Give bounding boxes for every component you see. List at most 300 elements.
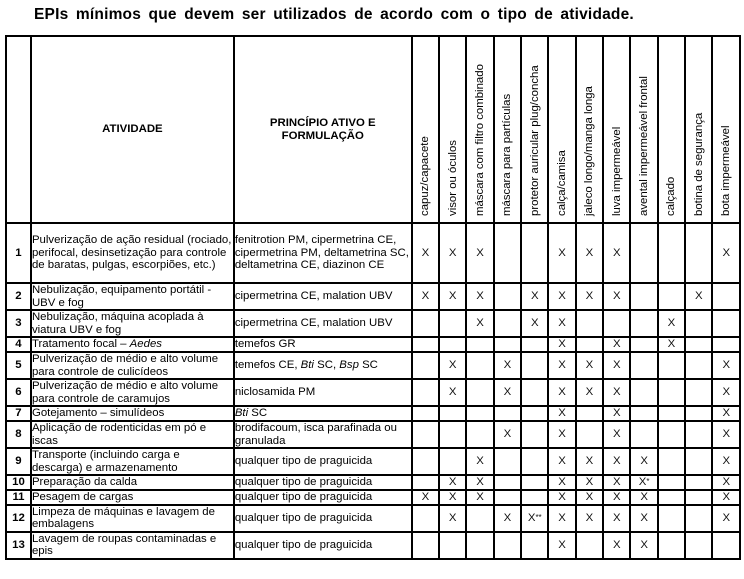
epi-mark-cell [576, 532, 603, 559]
epi-mark-cell [466, 421, 493, 448]
epi-mark-cell [658, 337, 685, 352]
epi-mark-cell [576, 310, 603, 337]
x-mark: X [585, 246, 594, 259]
epi-mark-cell [658, 406, 685, 421]
epi-mark-cell [521, 379, 548, 406]
epi-mark-cell [494, 310, 521, 337]
epi-mark-cell [521, 352, 548, 379]
epi-mark-cell [603, 448, 630, 475]
epi-mark-cell [466, 337, 493, 352]
table-row [6, 283, 740, 310]
epi-mark-cell [494, 379, 521, 406]
epi-mark-cell [712, 475, 740, 490]
x-mark: X [421, 290, 430, 303]
epi-mark-cell [685, 337, 712, 352]
epi-mark-cell [630, 475, 657, 490]
epi-table [5, 35, 741, 560]
epi-mark-cell [712, 490, 740, 505]
x-mark: X [503, 359, 512, 372]
epi-mark-cell [548, 283, 575, 310]
epi-mark-cell [685, 475, 712, 490]
epi-mark-cell [712, 379, 740, 406]
epi-mark-cell [521, 505, 548, 532]
activity-cell: Nebulização, máquina acoplada à viatura UBV e fog [31, 310, 234, 337]
activity-cell: Pesagem de cargas [31, 490, 234, 505]
header-epi-label: máscara com filtro combinado [474, 64, 487, 216]
header-epi-label: protetor auricular plug/concha [528, 65, 541, 216]
epi-mark-cell [603, 310, 630, 337]
x-mark: X [558, 428, 566, 441]
x-mark: X [558, 359, 566, 372]
epi-mark-cell [658, 310, 685, 337]
epi-mark-cell [521, 490, 548, 505]
principle-cell: Bti SC [234, 406, 412, 421]
activity-cell: Tratamento focal – Aedes [31, 337, 234, 352]
x-mark: X [612, 511, 621, 524]
principle-cell: niclosamida PM [234, 379, 412, 406]
epi-mark-cell [576, 379, 603, 406]
epi-mark-cell [548, 352, 575, 379]
epi-mark-cell [521, 475, 548, 490]
header-epi-10 [685, 36, 712, 223]
epi-mark-cell [494, 475, 521, 490]
epi-mark-cell [658, 352, 685, 379]
header-principle-label: PRINCÍPIO ATIVO E FORMULAÇÃO [269, 116, 376, 142]
epi-mark-cell [439, 532, 466, 559]
principle-cell: cipermetrina CE, malation UBV [234, 283, 412, 310]
epi-mark-cell [630, 337, 657, 352]
epi-mark-cell [412, 505, 439, 532]
x-mark: X [558, 455, 566, 468]
epi-mark-cell [630, 283, 657, 310]
epi-mark-cell [630, 532, 657, 559]
header-epi-label: máscara para partículas [501, 93, 514, 216]
x-mark: X [612, 490, 621, 503]
epi-mark-cell [603, 352, 630, 379]
epi-mark-cell [412, 310, 439, 337]
epi-mark-cell [494, 352, 521, 379]
row-number: 2 [6, 283, 31, 310]
x-mark: X [612, 428, 621, 441]
x-mark: X [558, 476, 566, 489]
epi-mark-cell [658, 475, 685, 490]
table-row [6, 490, 740, 505]
x-mark: X [476, 246, 484, 259]
principle-cell: fenitrotion PM, cipermetrina CE, cipermetrina PM, deltametrina SC, deltametrina CE, diazinon CE [234, 223, 412, 283]
epi-mark-cell [412, 532, 439, 559]
epi-mark-cell [494, 532, 521, 559]
x-mark: X [558, 338, 566, 351]
x-mark: X [558, 317, 566, 330]
header-activity-label: ATIVIDADE [102, 123, 163, 136]
epi-mark-cell [466, 406, 493, 421]
epi-mark-cell [712, 337, 740, 352]
epi-mark-cell [712, 406, 740, 421]
table-row [6, 448, 740, 475]
epi-mark-cell [466, 352, 493, 379]
x-mark: X [722, 455, 731, 468]
epi-mark-cell [630, 352, 657, 379]
x-mark: X [476, 455, 484, 468]
x-mark: X [612, 246, 621, 259]
epi-mark-cell [576, 223, 603, 283]
epi-mark-cell [712, 352, 740, 379]
x-mark: X [585, 290, 594, 303]
epi-mark-cell [576, 337, 603, 352]
epi-mark-cell [576, 475, 603, 490]
epi-mark-cell [576, 448, 603, 475]
activity-cell: Gotejamento – simulídeos [31, 406, 234, 421]
epi-mark-cell [548, 337, 575, 352]
table-row [6, 406, 740, 421]
x-mark: X [612, 476, 621, 489]
epi-mark-cell [603, 490, 630, 505]
row-number: 13 [6, 532, 31, 559]
epi-mark-cell [658, 505, 685, 532]
epi-mark-cell [603, 475, 630, 490]
epi-mark-cell [439, 421, 466, 448]
epi-mark-cell [412, 421, 439, 448]
epi-mark-cell [630, 379, 657, 406]
table-row [6, 310, 740, 337]
table-row [6, 223, 740, 283]
x-mark: X [448, 386, 457, 399]
epi-mark-cell [466, 448, 493, 475]
x-mark: X [667, 317, 676, 330]
epi-mark-cell [576, 505, 603, 532]
header-epi-label: calça/camisa [556, 150, 569, 216]
epi-mark-cell [521, 283, 548, 310]
epi-mark-cell [603, 532, 630, 559]
epi-mark-cell [576, 421, 603, 448]
epi-mark-cell [685, 421, 712, 448]
x-mark: X [476, 490, 484, 503]
epi-mark-cell [439, 352, 466, 379]
x-mark: X [558, 538, 566, 551]
epi-mark-cell [603, 283, 630, 310]
epi-mark-cell [521, 337, 548, 352]
header-epi-label: botina de segurança [692, 112, 705, 216]
x-mark: X [421, 490, 430, 503]
x-mark: X [503, 428, 512, 441]
table-row [6, 352, 740, 379]
epi-mark-cell [439, 337, 466, 352]
epi-mark-cell [439, 310, 466, 337]
epi-mark-cell [494, 505, 521, 532]
activity-cell: Preparação da calda [31, 475, 234, 490]
x-mark: X [448, 490, 457, 503]
principle-cell: brodifacoum, isca parafinada ou granulada [234, 421, 412, 448]
activity-cell: Lavagem de roupas contaminadas e epis [31, 532, 234, 559]
x-mark: X [667, 338, 676, 351]
epi-mark-cell [548, 505, 575, 532]
epi-mark-cell [494, 223, 521, 283]
epi-mark-cell [521, 532, 548, 559]
header-epi-5 [548, 36, 575, 223]
header-epi-3 [494, 36, 521, 223]
epi-mark-cell [685, 448, 712, 475]
x-mark: X [476, 290, 484, 303]
epi-mark-cell [439, 379, 466, 406]
header-epi-label: capuz/capacete [419, 136, 432, 216]
principle-cell: qualquer tipo de praguicida [234, 475, 412, 490]
epi-mark-cell [548, 406, 575, 421]
epi-mark-cell [685, 490, 712, 505]
x-mark: X [585, 490, 594, 503]
x-mark: X [722, 246, 731, 259]
activity-cell: Limpeza de máquinas e lavagem de embalagens [31, 505, 234, 532]
epi-mark-cell [466, 379, 493, 406]
epi-mark-cell [603, 379, 630, 406]
epi-mark-cell [658, 532, 685, 559]
row-number: 6 [6, 379, 31, 406]
activity-cell: Pulverização de ação residual (rociado, perifocal, desinsetização para controle de baratas, pulgas, escorpiões, etc.) [31, 223, 234, 283]
epi-mark-cell [685, 283, 712, 310]
epi-mark-cell [712, 532, 740, 559]
header-number [6, 36, 31, 223]
row-number: 1 [6, 223, 31, 283]
x-mark: X** [527, 511, 542, 524]
header-principle [234, 36, 412, 223]
header-epi-4 [521, 36, 548, 223]
epi-mark-cell [439, 505, 466, 532]
x-mark: X [476, 317, 484, 330]
epi-mark-cell [630, 505, 657, 532]
activity-cell: Transporte (incluindo carga e descarga) e armazenamento [31, 448, 234, 475]
epi-mark-cell [712, 310, 740, 337]
activity-cell: Pulverização de médio e alto volume para controle de culicídeos [31, 352, 234, 379]
x-mark: X [558, 290, 566, 303]
epi-mark-cell [412, 406, 439, 421]
epi-mark-cell [630, 310, 657, 337]
epi-mark-cell [712, 505, 740, 532]
epi-mark-cell [630, 223, 657, 283]
row-number: 5 [6, 352, 31, 379]
epi-mark-cell [466, 223, 493, 283]
x-mark: X [722, 511, 731, 524]
epi-mark-cell [412, 223, 439, 283]
x-mark: X [612, 386, 621, 399]
epi-mark-cell [630, 490, 657, 505]
epi-mark-cell [712, 223, 740, 283]
epi-mark-cell [412, 283, 439, 310]
x-mark: X [558, 386, 566, 399]
epi-mark-cell [466, 532, 493, 559]
principle-cell: temefos CE, Bti SC, Bsp SC [234, 352, 412, 379]
x-mark: X [722, 407, 731, 420]
header-epi-1 [439, 36, 466, 223]
header-epi-6 [576, 36, 603, 223]
principle-cell: qualquer tipo de praguicida [234, 448, 412, 475]
x-mark: X [448, 290, 457, 303]
epi-mark-cell [548, 490, 575, 505]
x-mark: X [558, 511, 566, 524]
x-mark: X [421, 246, 430, 259]
x-mark: X [503, 511, 512, 524]
epi-mark-cell [685, 532, 712, 559]
epi-mark-cell [630, 448, 657, 475]
epi-mark-cell [685, 352, 712, 379]
x-mark: X [612, 538, 621, 551]
epi-mark-cell [685, 223, 712, 283]
epi-mark-cell [658, 283, 685, 310]
epi-mark-cell [630, 421, 657, 448]
row-number: 7 [6, 406, 31, 421]
epi-mark-cell [576, 283, 603, 310]
x-mark: X [722, 476, 731, 489]
epi-mark-cell [712, 448, 740, 475]
x-mark: X* [638, 476, 650, 489]
x-mark: X [448, 511, 457, 524]
epi-mark-cell [494, 448, 521, 475]
epi-mark-cell [712, 283, 740, 310]
epi-mark-cell [603, 337, 630, 352]
x-mark: X [476, 476, 484, 489]
epi-mark-cell [494, 406, 521, 421]
header-epi-label: avental impermeável frontal [638, 76, 651, 216]
row-number: 11 [6, 490, 31, 505]
epi-mark-cell [685, 406, 712, 421]
epi-mark-cell [548, 448, 575, 475]
epi-mark-cell [439, 406, 466, 421]
table-row [6, 421, 740, 448]
header-epi-label: bota impermeável [720, 125, 733, 216]
table-row [6, 505, 740, 532]
epi-mark-cell [603, 505, 630, 532]
x-mark: X [558, 246, 566, 259]
epi-mark-cell [603, 223, 630, 283]
epi-mark-cell [439, 223, 466, 283]
header-epi-0 [412, 36, 439, 223]
x-mark: X [503, 386, 512, 399]
activity-cell: Aplicação de rodenticidas em pó e iscas [31, 421, 234, 448]
epi-mark-cell [412, 379, 439, 406]
epi-mark-cell [603, 406, 630, 421]
epi-mark-cell [494, 283, 521, 310]
x-mark: X [722, 490, 731, 503]
epi-mark-cell [712, 421, 740, 448]
epi-mark-cell [466, 475, 493, 490]
row-number: 3 [6, 310, 31, 337]
row-number: 8 [6, 421, 31, 448]
x-mark: X [695, 290, 703, 303]
epi-mark-cell [685, 379, 712, 406]
x-mark: X [612, 407, 621, 420]
table-body [6, 223, 740, 559]
header-epi-11 [712, 36, 740, 223]
table-row [6, 337, 740, 352]
table-title: EPIs mínimos que devem ser utilizados de acordo com o tipo de atividade. [34, 6, 634, 23]
epi-mark-cell [548, 421, 575, 448]
header-epi-2 [466, 36, 493, 223]
epi-mark-cell [685, 310, 712, 337]
epi-mark-cell [685, 505, 712, 532]
principle-cell: qualquer tipo de praguicida [234, 490, 412, 505]
header-epi-label: luva impermeável [610, 126, 623, 216]
epi-mark-cell [466, 505, 493, 532]
x-mark: X [612, 359, 621, 372]
table-row [6, 475, 740, 490]
epi-mark-cell [439, 475, 466, 490]
epi-mark-cell [439, 448, 466, 475]
epi-mark-cell [548, 475, 575, 490]
x-mark: X [640, 455, 648, 468]
epi-mark-cell [548, 310, 575, 337]
epi-mark-cell [576, 352, 603, 379]
x-mark: X [640, 490, 648, 503]
x-mark: X [448, 359, 457, 372]
table-row [6, 379, 740, 406]
epi-mark-cell [466, 310, 493, 337]
principle-cell: qualquer tipo de praguicida [234, 505, 412, 532]
epi-mark-cell [521, 448, 548, 475]
activity-cell: Nebulização, equipamento portátil - UBV e fog [31, 283, 234, 310]
epi-mark-cell [412, 352, 439, 379]
epi-mark-cell [630, 406, 657, 421]
header-row [6, 36, 740, 223]
header-epi-label: jaleco longo/manga longa [583, 86, 596, 216]
epi-mark-cell [576, 490, 603, 505]
epi-mark-cell [658, 421, 685, 448]
principle-cell: temefos GR [234, 337, 412, 352]
header-epi-label: calçado [665, 176, 678, 216]
x-mark: X [612, 338, 621, 351]
epi-mark-cell [658, 490, 685, 505]
epi-mark-cell [603, 421, 630, 448]
epi-mark-cell [412, 490, 439, 505]
x-mark: X [530, 290, 539, 303]
x-mark: X [585, 476, 594, 489]
header-epi-label: visor ou óculos [446, 140, 459, 216]
x-mark: X [530, 317, 539, 330]
epi-mark-cell [439, 283, 466, 310]
x-mark: X [448, 246, 457, 259]
row-number: 9 [6, 448, 31, 475]
epi-mark-cell [521, 310, 548, 337]
row-number: 10 [6, 475, 31, 490]
epi-mark-cell [548, 532, 575, 559]
x-mark: X [640, 538, 648, 551]
x-mark: X [640, 511, 648, 524]
header-epi-8 [630, 36, 657, 223]
row-number: 4 [6, 337, 31, 352]
epi-mark-cell [466, 490, 493, 505]
epi-mark-cell [412, 475, 439, 490]
epi-mark-cell [412, 337, 439, 352]
x-mark: X [585, 386, 594, 399]
principle-cell: qualquer tipo de praguicida [234, 532, 412, 559]
header-activity [31, 36, 234, 223]
epi-mark-cell [494, 421, 521, 448]
x-mark: X [585, 359, 594, 372]
epi-mark-cell [466, 283, 493, 310]
activity-cell: Pulverização de médio e alto volume para controle de caramujos [31, 379, 234, 406]
x-mark: X [612, 455, 621, 468]
epi-mark-cell [576, 406, 603, 421]
epi-mark-cell [521, 421, 548, 448]
epi-mark-cell [548, 379, 575, 406]
row-number: 12 [6, 505, 31, 532]
x-mark: X [448, 476, 457, 489]
x-mark: X [722, 386, 731, 399]
header-epi-7 [603, 36, 630, 223]
x-mark: X [558, 407, 566, 420]
epi-mark-cell [658, 448, 685, 475]
epi-mark-cell [521, 406, 548, 421]
x-mark: X [585, 511, 594, 524]
x-mark: X [612, 290, 621, 303]
epi-mark-cell [548, 223, 575, 283]
